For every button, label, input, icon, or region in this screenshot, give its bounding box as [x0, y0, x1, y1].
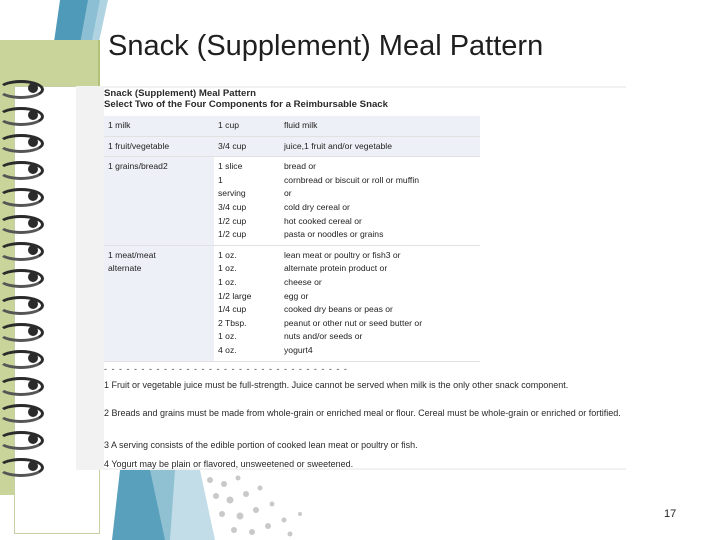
document-subtitle: Select Two of the Four Components for a Reimbursable Snack	[104, 99, 388, 110]
food-item-line: fluid milk	[284, 120, 318, 130]
footnote-1: 1 Fruit or vegetable juice must be full-strength. Juice cannot be served when milk is the only other snack component.	[104, 380, 569, 390]
component-cell	[104, 157, 214, 246]
amount-line: 1/4 cup	[218, 304, 247, 315]
amount-line: 1 cup	[218, 120, 240, 130]
binder-ring	[0, 377, 44, 392]
food-item-line: bread or	[284, 161, 317, 172]
amount-cell	[214, 157, 280, 246]
amount-line: 1/2 cup	[218, 215, 247, 226]
component-cell	[104, 245, 214, 361]
binder-ring	[0, 161, 44, 176]
food-item-line: egg or	[284, 290, 309, 301]
amount-line: 1 oz.	[218, 276, 237, 287]
component-line: 1 meat/meat	[108, 249, 156, 260]
binder-ring	[0, 134, 44, 149]
binder-ring	[0, 323, 44, 338]
food-item-line: hot cooked cereal or	[284, 215, 362, 226]
amount-line: 4 oz.	[218, 344, 237, 355]
food-item-line: alternate protein product or	[284, 263, 388, 274]
food-item-line: nuts and/or seeds or	[284, 331, 363, 342]
food-item-cell	[280, 116, 480, 136]
food-item-line: pasta or noodles or grains	[284, 229, 384, 240]
meal-pattern-table-body	[104, 116, 480, 361]
food-item-line: cornbread or biscuit or roll or muffin	[284, 174, 420, 185]
amount-line: 1	[218, 174, 223, 185]
amount-line: 3/4 cup	[218, 140, 247, 151]
footnote-4: 4 Yogurt may be plain or flavored, unsweetened or sweetened.	[104, 459, 354, 469]
binder-ring	[0, 188, 44, 203]
meal-pattern-document	[104, 88, 626, 468]
component-line: alternate	[108, 263, 142, 274]
amount-line: 1 oz.	[218, 331, 237, 342]
binder-ring	[0, 296, 44, 311]
food-item-line: yogurt4	[284, 344, 313, 355]
amount-line: 1 oz.	[218, 263, 237, 274]
slide-title: Snack (Supplement) Meal Pattern	[108, 30, 544, 62]
amount-line: 1 oz.	[218, 249, 237, 260]
component-cell	[104, 116, 214, 136]
food-item-line: lean meat or poultry or fish3 or	[284, 249, 401, 260]
component-line: 1 milk	[108, 120, 131, 130]
dot-pattern	[200, 470, 320, 540]
amount-line: 1/2 cup	[218, 229, 247, 240]
amount-line: 3/4 cup	[218, 201, 247, 212]
component-line: 1 fruit/vegetable	[108, 140, 170, 151]
table-row	[104, 245, 480, 361]
amount-cell	[214, 245, 280, 361]
amount-line: 2 Tbsp.	[218, 317, 247, 328]
footnote-3: 3 A serving consists of the edible portion of cooked lean meat or poultry or fish.	[104, 440, 418, 450]
separator-line: - - - - - - - - - - - - - - - - - - - - - - - - - - - - - - - - -	[104, 364, 348, 374]
page-number: 17	[664, 508, 677, 520]
food-item-line: peanut or other nut or seed butter or	[284, 317, 423, 328]
footnote-2: 2 Breads and grains must be made from whole-grain or enriched meal or flour. Cereal must be whole-grain or enriched or fortified.	[104, 408, 621, 418]
meal-pattern-table	[104, 116, 480, 362]
component-cell	[104, 136, 214, 157]
food-item-cell	[280, 245, 480, 361]
food-item-line: cheese or	[284, 276, 322, 287]
binder-ring	[0, 458, 44, 473]
amount-line: 1 slice	[218, 161, 243, 172]
amount-line: serving	[218, 188, 246, 199]
food-item-line: cooked dry beans or peas or	[284, 304, 393, 315]
component-line: 1 grains/bread2	[108, 161, 168, 172]
binder-ring	[0, 107, 44, 122]
binder-ring	[0, 80, 44, 95]
food-item-cell	[280, 157, 480, 246]
binder-ring	[0, 350, 44, 365]
document-title: Snack (Supplement) Meal Pattern	[104, 88, 256, 99]
food-item-cell	[280, 136, 480, 157]
binder-ring	[0, 404, 44, 419]
amount-line: 1/2 large	[218, 290, 252, 301]
amount-cell	[214, 116, 280, 136]
amount-cell	[214, 136, 280, 157]
binder-ring	[0, 242, 44, 257]
food-item-line: juice,1 fruit and/or vegetable	[284, 140, 392, 151]
binder-ring	[0, 215, 44, 230]
food-item-line: or	[284, 188, 292, 199]
table-row	[104, 157, 480, 246]
table-row	[104, 116, 480, 136]
table-row	[104, 136, 480, 157]
binder-ring	[0, 269, 44, 284]
food-item-line: cold dry cereal or	[284, 201, 350, 212]
binder-ring	[0, 431, 44, 446]
